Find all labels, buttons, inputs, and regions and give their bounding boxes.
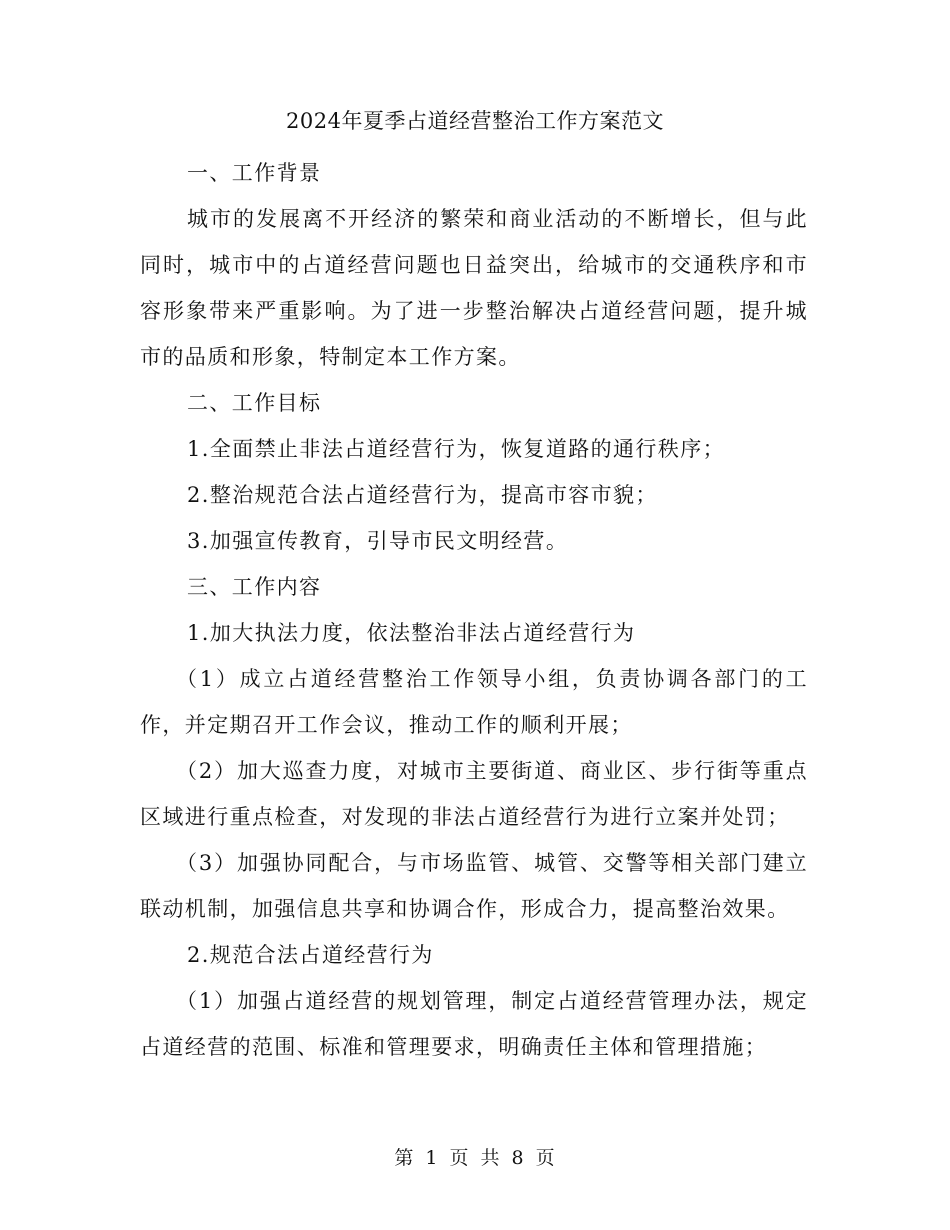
list-item: 1.全面禁止非法占道经营行为，恢复道路的通行秩序；: [187, 437, 726, 461]
section-heading: 三、工作内容: [187, 575, 322, 599]
paragraph: 城市的发展离不开经济的繁荣和商业活动的不断增长，但与此同时，城市中的占道经营问题也日益突出，给城市的交通秩序和市容形象带来严重影响。为了进一步整治解决占道经营问题，提升城市的品质和形象，特制定本工作方案。: [140, 207, 808, 369]
list-item: （1）加强占道经营的规划管理，制定占道经营管理办法，规定占道经营的范围、标准和管理要求，明确责任主体和管理措施；: [140, 989, 808, 1059]
document-title: 2024年夏季占道经营整治工作方案范文: [286, 109, 664, 133]
subsection-heading: 2.规范合法占道经营行为: [187, 943, 434, 967]
list-item: （2）加大巡查力度，对城市主要街道、商业区、步行街等重点区域进行重点检查，对发现的非法占道经营行为进行立案并处罚；: [140, 759, 808, 829]
page-footer: 第 1 页 共 8 页: [394, 1147, 556, 1169]
document-body: [140, 150, 808, 1070]
list-item: 2.整治规范合法占道经营行为，提高市容市貌；: [187, 483, 658, 507]
list-item: 3.加强宣传教育，引导市民文明经营。: [187, 529, 569, 553]
section-heading: 二、工作目标: [187, 391, 322, 415]
subsection-heading: 1.加大执法力度，依法整治非法占道经营行为: [187, 621, 636, 645]
section-heading: 一、工作背景: [187, 161, 322, 185]
list-item: （1）成立占道经营整治工作领导小组，负责协调各部门的工作，并定期召开工作会议，推动工作的顺利开展；: [140, 667, 808, 737]
list-item: （3）加强协同配合，与市场监管、城管、交警等相关部门建立联动机制，加强信息共享和协调合作，形成合力，提高整治效果。: [140, 851, 808, 921]
